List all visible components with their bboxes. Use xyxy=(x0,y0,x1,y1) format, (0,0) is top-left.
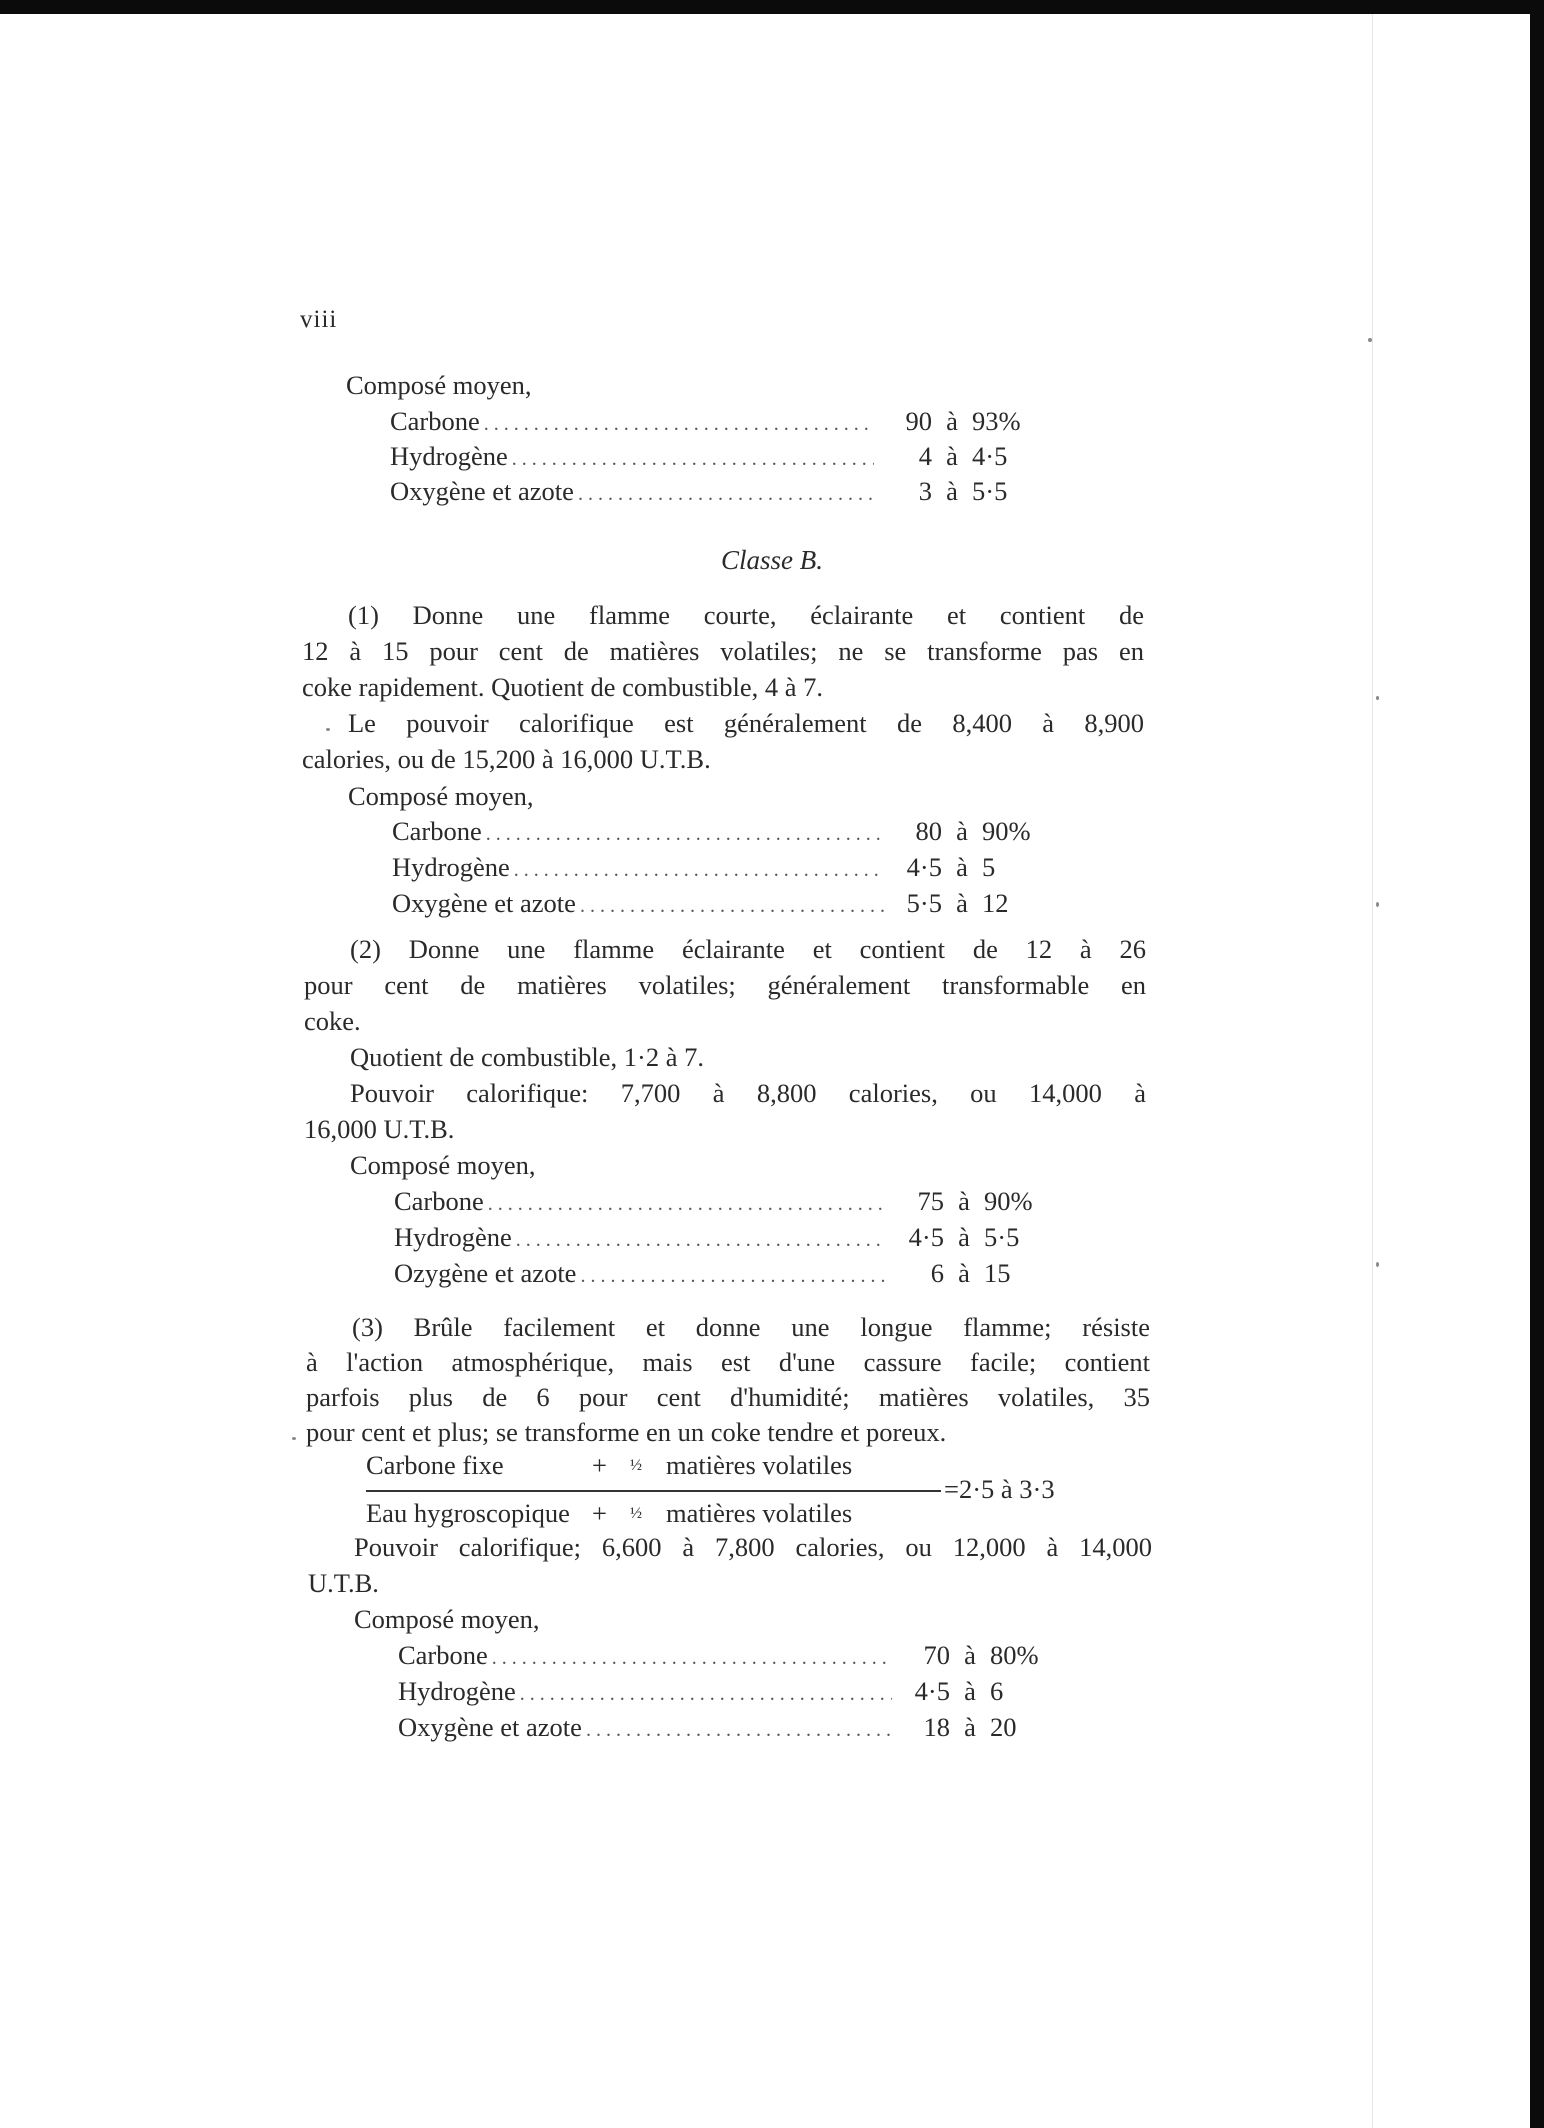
formula-term: matières volatiles xyxy=(666,1498,853,1528)
value-low: 4·5 xyxy=(906,852,942,882)
value-low: 70 xyxy=(923,1640,950,1670)
value-sep: à xyxy=(956,852,968,882)
value-sep: à xyxy=(946,476,958,506)
value-high: 5·5 xyxy=(972,476,1008,506)
page-edge-line xyxy=(1372,14,1373,2128)
body-line: (1) Donne une flamme courte, éclairante et contient de xyxy=(348,600,1144,630)
value-high: 5 xyxy=(982,852,996,882)
element-label: Oxygène et azote xyxy=(392,888,576,918)
value-high: 15 xyxy=(984,1258,1011,1288)
value-high: 20 xyxy=(990,1712,1017,1742)
value-sep: à xyxy=(964,1676,976,1706)
value-high: 5·5 xyxy=(984,1222,1020,1252)
body-line: U.T.B. xyxy=(308,1568,379,1598)
scan-right-border xyxy=(1530,0,1544,2128)
value-sep: à xyxy=(946,441,958,471)
body-line: coke rapidement. Quotient de combustible, 4 à 7. xyxy=(302,672,824,702)
composition-row xyxy=(394,1222,1062,1253)
body-line: calories, ou de 15,200 à 16,000 U.T.B. xyxy=(302,744,711,774)
formula-result: =2·5 à 3·3 xyxy=(944,1474,1055,1504)
value-sep: à xyxy=(956,816,968,846)
value-low: 80 xyxy=(915,816,942,846)
value-sep: à xyxy=(958,1186,970,1216)
value-low: 75 xyxy=(917,1186,944,1216)
value-low: 3 xyxy=(918,476,932,506)
dot-leader xyxy=(512,1229,886,1252)
dot-leader xyxy=(574,483,874,506)
body-line: (3) Brûle facilement et donne une longue flamme; résiste xyxy=(352,1312,1150,1342)
element-label: Ozygène et azote xyxy=(394,1258,577,1288)
scan-top-border xyxy=(0,0,1544,14)
element-label: Carbone xyxy=(390,406,480,436)
value-high: 93% xyxy=(972,406,1021,436)
value-high: 90% xyxy=(984,1186,1033,1216)
formula-term: Carbone fixe xyxy=(366,1450,504,1480)
compose-label: Composé moyen, xyxy=(346,370,532,400)
composition-row xyxy=(390,441,1050,472)
body-line: à l'action atmosphérique, mais est d'une cassure facile; contient xyxy=(306,1347,1150,1377)
element-label: Hydrogène xyxy=(394,1222,512,1252)
value-high: 6 xyxy=(990,1676,1004,1706)
body-line: Pouvoir calorifique: 7,700 à 8,800 calories, ou 14,000 à xyxy=(350,1078,1146,1108)
formula-half: ½ xyxy=(630,1457,642,1474)
composition-row xyxy=(398,1676,1068,1707)
composition-row xyxy=(398,1712,1068,1743)
formula-half: ½ xyxy=(630,1505,642,1522)
composition-row xyxy=(392,816,1060,847)
value-low: 4·5 xyxy=(908,1222,944,1252)
section-heading: Classe B. xyxy=(720,545,823,575)
element-label: Hydrogène xyxy=(390,441,508,471)
element-label: Carbone xyxy=(392,816,482,846)
compose-label: Composé moyen, xyxy=(354,1604,540,1634)
formula-plus: + xyxy=(592,1450,607,1480)
composition-row xyxy=(394,1258,1062,1289)
value-high: 12 xyxy=(982,888,1009,918)
value-low: 4·5 xyxy=(914,1676,950,1706)
dot-leader xyxy=(484,1193,886,1216)
page-number: viii xyxy=(300,306,338,333)
body-line: Pouvoir calorifique; 6,600 à 7,800 calories, ou 12,000 à 14,000 xyxy=(354,1532,1152,1562)
compose-label: Composé moyen, xyxy=(348,781,534,811)
body-line: parfois plus de 6 pour cent d'humidité; matières volatiles, 35 xyxy=(306,1382,1150,1412)
value-high: 80% xyxy=(990,1640,1039,1670)
compose-label: Composé moyen, xyxy=(350,1150,536,1180)
element-label: Oxygène et azote xyxy=(398,1712,582,1742)
formula-numerator xyxy=(366,1450,852,1481)
composition-row xyxy=(398,1640,1068,1671)
value-sep: à xyxy=(958,1222,970,1252)
dot-leader xyxy=(576,1265,886,1288)
dot-leader xyxy=(488,1647,892,1670)
body-line: Quotient de combustible, 1·2 à 7. xyxy=(350,1042,704,1072)
body-line: Le pouvoir calorifique est généralement de 8,400 à 8,900 xyxy=(348,708,1144,738)
dot-leader xyxy=(582,1719,892,1742)
composition-row xyxy=(392,888,1060,919)
scan-speck xyxy=(1368,338,1372,342)
dot-leader xyxy=(508,448,874,471)
body-line: 12 à 15 pour cent de matières volatiles; ne se transforme pas en xyxy=(302,636,1144,666)
dot-leader xyxy=(576,895,884,918)
element-label: Carbone xyxy=(398,1640,488,1670)
body-line: pour cent et plus; se transforme en un coke tendre et poreux. xyxy=(306,1417,947,1447)
value-high: 4·5 xyxy=(972,441,1008,471)
body-line: coke. xyxy=(304,1006,361,1036)
scan-speck xyxy=(1376,696,1379,700)
element-label: Carbone xyxy=(394,1186,484,1216)
dot-leader xyxy=(510,859,884,882)
formula-term: matières volatiles xyxy=(666,1450,853,1480)
element-label: Hydrogène xyxy=(392,852,510,882)
scan-speck xyxy=(326,728,330,731)
composition-row xyxy=(390,406,1050,437)
formula-denominator xyxy=(366,1498,852,1529)
value-sep: à xyxy=(958,1258,970,1288)
body-line: 16,000 U.T.B. xyxy=(304,1114,455,1144)
formula-term: Eau hygroscopique xyxy=(366,1498,570,1528)
composition-row xyxy=(390,476,1050,507)
value-sep: à xyxy=(946,406,958,436)
value-low: 5·5 xyxy=(906,888,942,918)
body-line: pour cent de matières volatiles; généralement transformable en xyxy=(304,970,1146,1000)
element-label: Oxygène et azote xyxy=(390,476,574,506)
scan-speck xyxy=(1376,902,1379,907)
dot-leader xyxy=(516,1683,892,1706)
element-label: Hydrogène xyxy=(398,1676,516,1706)
formula-plus: + xyxy=(592,1498,607,1528)
value-sep: à xyxy=(964,1640,976,1670)
value-low: 90 xyxy=(905,406,932,436)
scan-speck xyxy=(1376,1262,1379,1267)
value-low: 6 xyxy=(930,1258,944,1288)
value-sep: à xyxy=(964,1712,976,1742)
value-low: 4 xyxy=(918,441,932,471)
scan-speck xyxy=(292,1437,296,1440)
dot-leader xyxy=(480,413,874,436)
composition-row xyxy=(394,1186,1062,1217)
value-low: 18 xyxy=(923,1712,950,1742)
composition-row xyxy=(392,852,1060,883)
value-high: 90% xyxy=(982,816,1031,846)
body-line: (2) Donne une flamme éclairante et contient de 12 à 26 xyxy=(350,934,1146,964)
fraction-bar xyxy=(366,1490,941,1492)
dot-leader xyxy=(482,823,884,846)
value-sep: à xyxy=(956,888,968,918)
